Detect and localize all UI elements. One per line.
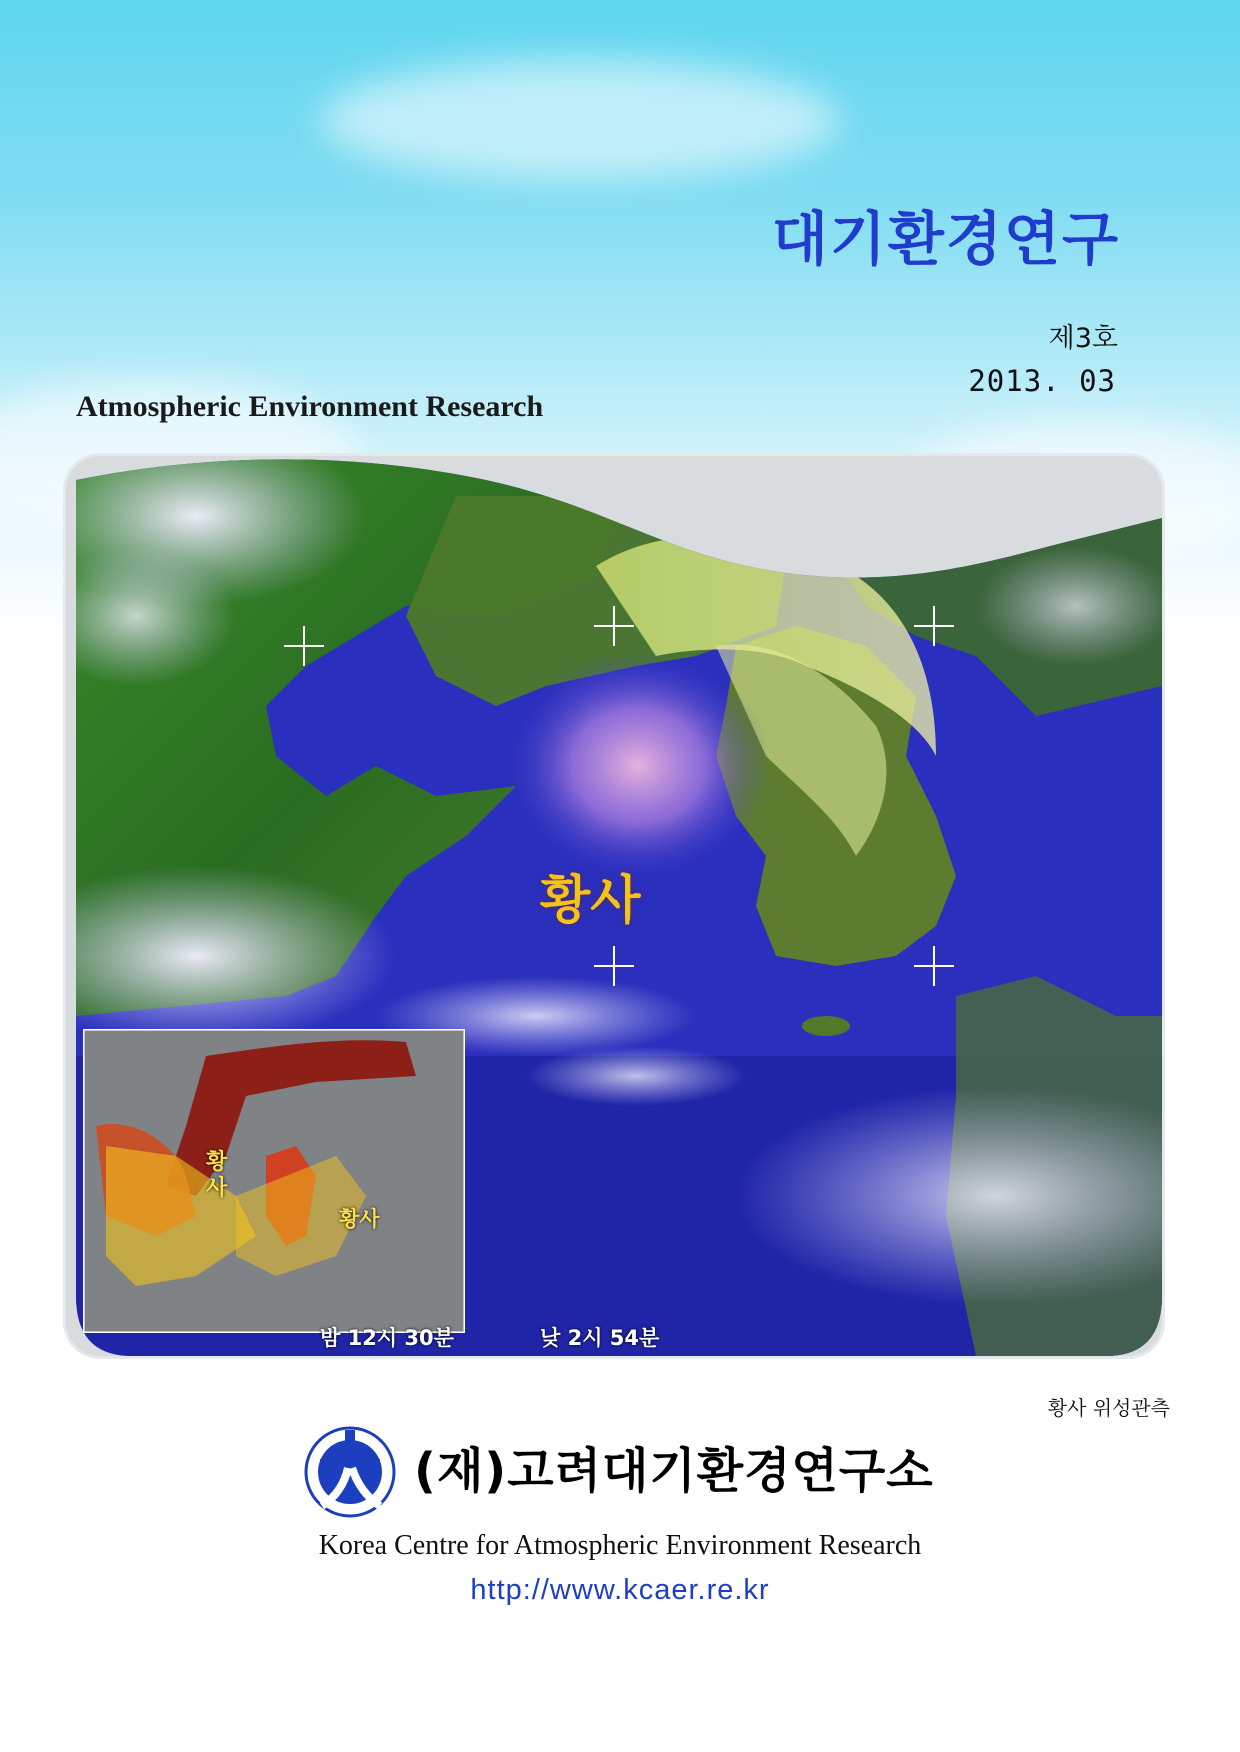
organization-name-korean: (재)고려대기환경연구소 (414, 1443, 934, 1499)
website-link[interactable]: http://www.kcaer.re.kr (470, 1574, 770, 1606)
inset-dust-label-left: 황 사 (206, 1150, 228, 1201)
timestamp-night: 밤 12시 30분 (320, 1326, 454, 1350)
image-caption: 황사 위성관측 (1047, 1396, 1170, 1420)
issue-number: 제3호 (1048, 323, 1118, 354)
issue-date: 2013. 03 (968, 364, 1116, 398)
cloud-decoration (320, 60, 840, 180)
organization-name-english: Korea Centre for Atmospheric Environment Research (318, 1530, 922, 1561)
inset-image (84, 1030, 464, 1332)
dust-label: 황사 (540, 871, 641, 931)
jeju-island (802, 1016, 850, 1036)
kcaer-logo (300, 1420, 400, 1520)
timestamp-day: 낮 2시 54분 (540, 1326, 660, 1350)
inset-dust-label-right: 황사 (339, 1207, 380, 1231)
journal-title-korean: 대기환경연구 (771, 205, 1120, 273)
journal-title-english: Atmospheric Environment Research (76, 390, 544, 423)
